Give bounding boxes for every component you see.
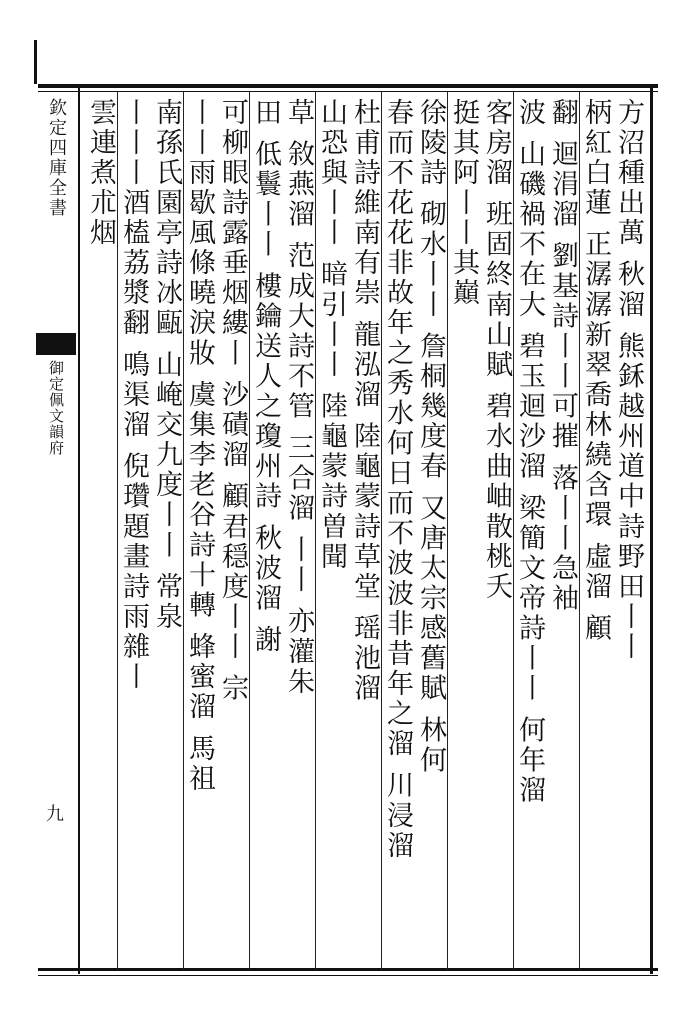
text-column: 波 山磯禍不在大 碧玉迴沙溜 梁簡文帝詩丨丨 何年溜 bbox=[514, 98, 545, 806]
text-column: 丨丨雨歇風條曉淚妝 虞集李老谷詩十轉 蜂蜜溜 馬祖 bbox=[184, 98, 215, 795]
bottom-border bbox=[38, 968, 658, 971]
corner-mark bbox=[34, 40, 37, 84]
column-divider bbox=[381, 92, 382, 970]
page-number: 九 bbox=[46, 804, 64, 825]
top-border-thin bbox=[38, 91, 658, 92]
column-divider bbox=[117, 92, 118, 970]
column-divider bbox=[447, 92, 448, 970]
text-column: 翻 迴涓溜 劉基詩丨丨可摧 落丨丨急袖 bbox=[547, 98, 578, 614]
text-column: 可柳眼詩露垂烟縷丨 沙磧溜 顧君穏度丨丨 宗 bbox=[217, 98, 248, 704]
text-column: 田 低鬟丨丨 樓鑰送人之瓊州詩 秋波溜 謝 bbox=[250, 98, 281, 656]
text-column: 方沼種出萬 秋溜 熊鉌越州道中詩野田丨丨 bbox=[613, 98, 644, 663]
text-column: 丨丨丨酒榼荔漿翻 鳴渠溜 倪瓚題畫詩雨雜丨 bbox=[118, 98, 149, 693]
column-divider bbox=[579, 92, 580, 970]
column-divider bbox=[513, 92, 514, 970]
text-column: 挺其阿丨丨其巔 bbox=[448, 98, 479, 309]
top-border bbox=[38, 84, 658, 88]
text-column: 春而不花花非故年之秀水何日而不波波非昔年之溜 川浸溜 bbox=[382, 98, 413, 862]
text-column: 杜甫詩維南有崇 龍泓溜 陸龜蒙詩草堂 瑶池溜 bbox=[349, 98, 380, 704]
text-column: 柄紅白蓮 正潺潺新翠喬林繞含環 虛溜 顧 bbox=[580, 98, 611, 644]
text-column: 徐陵詩 砌水丨丨 詹桐幾度春 又唐太宗感舊賦 林何 bbox=[415, 98, 446, 776]
margin-book-title: 御定佩文韻府 bbox=[47, 360, 65, 456]
left-border bbox=[78, 84, 80, 974]
text-column: 雲連煮朮烟 bbox=[85, 98, 116, 249]
column-divider bbox=[183, 92, 184, 970]
bottom-border-thin bbox=[38, 975, 658, 976]
right-border bbox=[650, 84, 653, 974]
column-divider bbox=[249, 92, 250, 970]
text-column: 客房溜 班固終南山賦 碧水曲岫散桃夭 bbox=[481, 98, 512, 603]
text-column: 山恐與丨丨 暗引丨丨 陸龜蒙詩曽聞 bbox=[316, 98, 347, 573]
text-column: 草 敘燕溜 范成大詩不管 三合溜 丨丨 亦灌朱 bbox=[283, 98, 314, 698]
column-divider bbox=[315, 92, 316, 970]
text-column: 南孫氏園亭詩冰甌 山崦交九度丨丨 常泉 bbox=[151, 98, 182, 633]
margin-series-title: 欽定四庫全書 bbox=[46, 98, 67, 218]
fishtail-mark bbox=[36, 333, 76, 355]
